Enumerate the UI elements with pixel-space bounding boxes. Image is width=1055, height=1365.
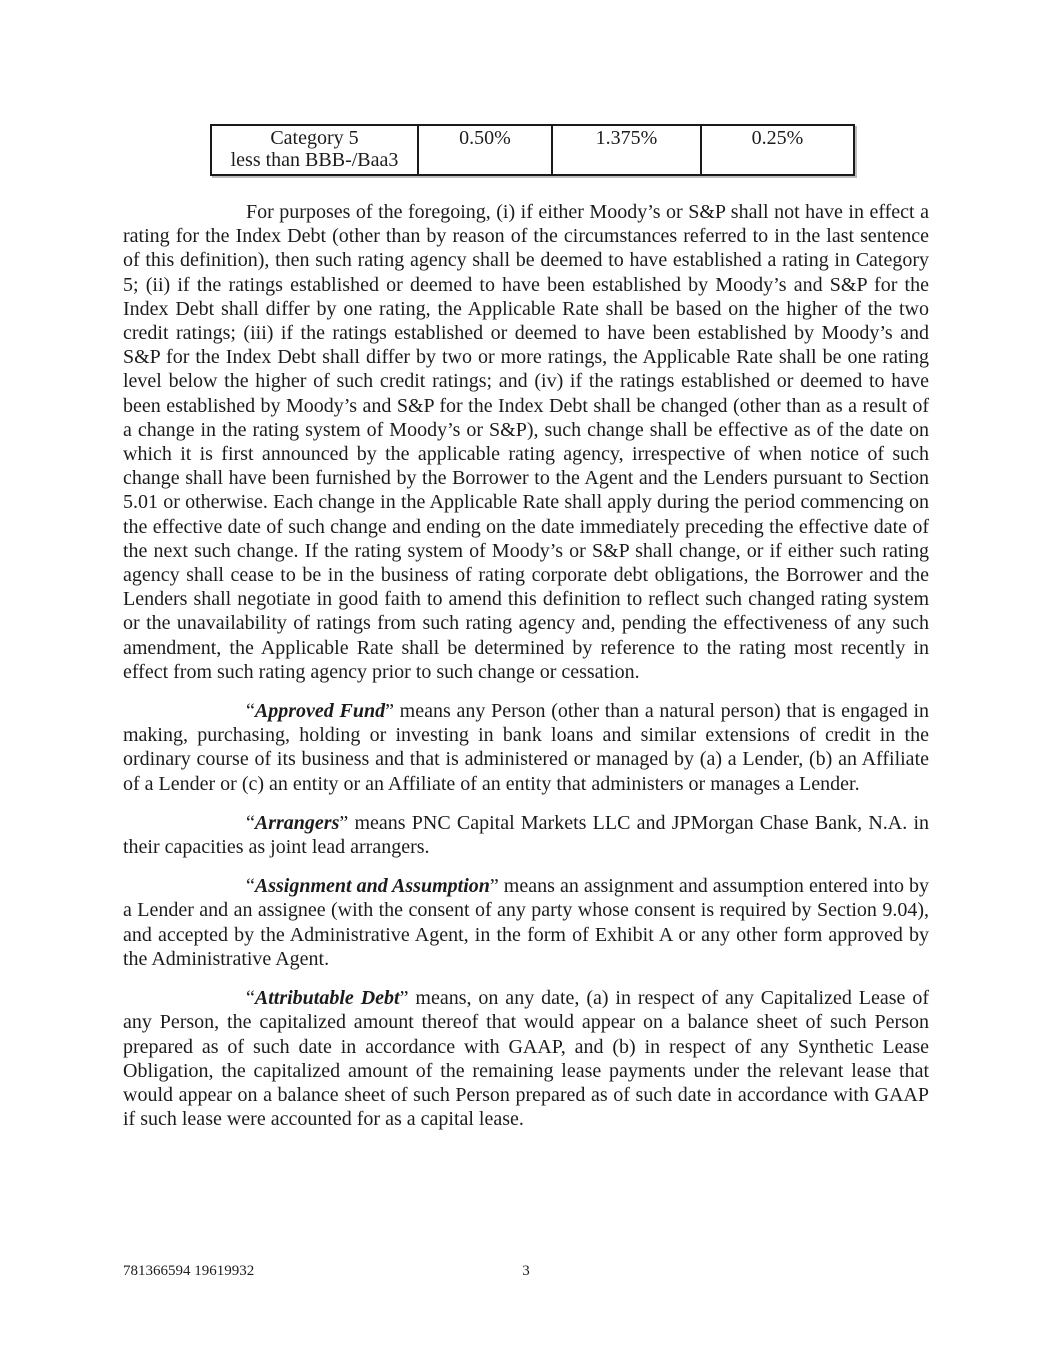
category-cell	[211, 125, 418, 175]
table-row	[211, 125, 854, 175]
open-quote: “	[246, 811, 255, 834]
definition-assignment-and-assumption	[123, 874, 929, 971]
definition-body: means an assignment and assumption entered into by a Lender and an assignee (with the consent of any party whose consent is required by Section 9.04), and accepted by the Administrative Agent, in the form of Exhibit A or any other form approved by the Administrative Agent.	[123, 875, 929, 970]
rate-cell-1: 0.50%	[418, 125, 552, 175]
page-number: 3	[522, 1263, 530, 1279]
close-quote: ”	[489, 875, 499, 898]
definition-arrangers	[123, 811, 929, 859]
category-label: Category 5	[270, 127, 359, 149]
document-id: 781366594 19619932	[123, 1263, 255, 1279]
rate-cell-3: 0.25%	[701, 125, 854, 175]
close-quote: ”	[339, 811, 349, 834]
definition-body: means any Person (other than a natural person) that is engaged in making, purchasing, holding or investing in bank loans and similar extensions of credit in the ordinary course of its business and that is administered or managed by (a) a Lender, (b) an Affiliate of a Lender or (c) an entity or an Affiliate of an entity that administers or manages a Lender.	[123, 700, 929, 795]
term-attributable-debt: Attributable Debt	[254, 987, 400, 1010]
open-quote: “	[246, 875, 255, 898]
term-approved-fund: Approved Fund	[254, 700, 386, 723]
close-quote: ”	[385, 700, 394, 723]
rate-cell-2: 1.375%	[552, 125, 701, 175]
applicable-rate-table	[210, 124, 855, 176]
definition-body: means PNC Capital Markets LLC and JPMorgan Chase Bank, N.A. in their capacities as joint lead arrangers.	[123, 811, 929, 859]
close-quote: ”	[399, 987, 409, 1010]
definition-body: means, on any date, (a) in respect of any Capitalized Lease of any Person, the capitalized amount thereof that would appear on a balance sheet of such Person prepared as of such date in accordance with GAAP, and (b) in respect of any Synthetic Lease Obligation, the capitalized amount of the remaining lease payments under the relevant lease that would appear on a balance sheet of such Person prepared as of such date in accordance with GAAP if such lease were accounted for as a capital lease.	[123, 987, 929, 1131]
paragraph-rating-rules: For purposes of the foregoing, (i) if either Moody’s or S&P shall not have in effect a rating for the Index Debt (other than by reason of the circumstances referred to in the last sentence of this definition), then such rating agency shall be deemed to have established a rating in Category 5; (ii) if the ratings established or deemed to have been established by Moody’s and S&P for the Index Debt shall differ by one rating, the Applicable Rate shall be based on the higher of the two credit ratings; (iii) if the ratings established or deemed to have been established by Moody’s and S&P for the Index Debt shall differ by two or more ratings, the Applicable Rate shall be one rating level below the higher of such credit ratings; and (iv) if the ratings established or deemed to have been established by Moody’s and S&P for the Index Debt shall be changed (other than as a result of a change in the rating system of Moody’s or S&P), such change shall be effective as of the date on which it is first announced by the applicable rating agency, irrespective of when notice of such change shall have been furnished by the Borrower to the Agent and the Lenders pursuant to Section 5.01 or otherwise. Each change in the Applicable Rate shall apply during the period commencing on the effective date of such change and ending on the date immediately preceding the effective date of the next such change. If the rating system of Moody’s or S&P shall change, or if either such rating agency shall cease to be in the business of rating corporate debt obligations, the Borrower and the Lenders shall negotiate in good faith to amend this definition to reflect such changed rating system or the unavailability of ratings from such rating agency and, pending the effectiveness of any such amendment, the Applicable Rate shall be determined by reference to the rating most recently in effect from such rating agency prior to such change or cessation.	[123, 201, 929, 683]
term-arrangers: Arrangers	[254, 811, 340, 834]
category-threshold: less than BBB-/Baa3	[230, 149, 399, 171]
definition-attributable-debt	[123, 986, 929, 1131]
open-quote: “	[246, 700, 255, 723]
open-quote: “	[246, 987, 255, 1010]
definition-approved-fund	[123, 699, 929, 796]
body-text	[123, 200, 929, 1131]
term-assignment-and-assumption: Assignment and Assumption	[254, 875, 490, 898]
